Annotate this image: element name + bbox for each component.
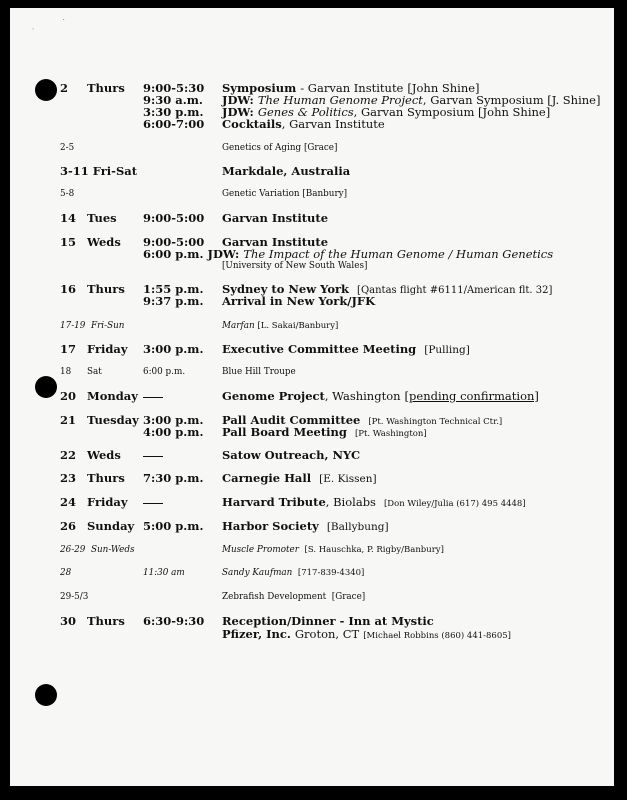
date-range: 17-19 Fri-Sun xyxy=(60,321,125,331)
weekday: Thurs xyxy=(87,81,125,95)
event: Garvan Institute xyxy=(222,235,329,249)
time: 5:00 p.m. xyxy=(143,519,204,533)
time: 3:00 p.m. xyxy=(143,342,204,356)
day-number: 15 xyxy=(60,235,77,249)
day-number: 26 xyxy=(60,519,77,533)
time: 3:30 p.m. xyxy=(143,105,204,119)
event: Genetics of Aging [Grace] xyxy=(222,143,338,153)
weekday: Weds xyxy=(87,448,121,462)
time-blank xyxy=(143,448,163,462)
punch-hole xyxy=(35,684,57,706)
event: Sandy Kaufman [717-839-4340] xyxy=(222,568,365,578)
punch-hole xyxy=(35,376,57,398)
event: Muscle Promoter [S. Hauschka, P. Rigby/Banbury] xyxy=(222,545,444,555)
date-range: 5-8 xyxy=(60,189,75,199)
day-number: 20 xyxy=(60,389,77,403)
day-number: 16 xyxy=(60,282,77,296)
time-blank xyxy=(143,389,163,403)
weekday: Sunday xyxy=(87,519,135,533)
day-number: 24 xyxy=(60,495,77,509)
event: Cocktails, Garvan Institute xyxy=(222,117,385,131)
time: 9:00-5:00 xyxy=(143,211,205,225)
time: 11:30 am xyxy=(143,568,185,578)
event: Arrival in New York/JFK xyxy=(222,294,376,308)
day-number: 18 xyxy=(60,367,72,377)
weekday: Tuesday xyxy=(87,413,139,427)
day-number: 22 xyxy=(60,448,77,462)
weekday: Friday xyxy=(87,495,128,509)
event: Symposium - Garvan Institute [John Shine] xyxy=(222,81,480,95)
event: Sydney to New York [Qantas flight #6111/American flt. 32] xyxy=(222,282,553,296)
event: Blue Hill Troupe xyxy=(222,367,296,377)
time: 9:30 a.m. xyxy=(143,93,203,107)
weekday: Weds xyxy=(87,235,121,249)
time: 6:00 p.m. xyxy=(143,367,186,377)
event: Zebrafish Development [Grace] xyxy=(222,592,366,602)
weekday: Sat xyxy=(87,367,102,377)
time: 1:55 p.m. xyxy=(143,282,204,296)
page xyxy=(10,8,614,786)
time: 6:00-7:00 xyxy=(143,117,205,131)
event: Satow Outreach, NYC xyxy=(222,448,361,462)
event: Harvard Tribute, Biolabs [Don Wiley/Julia (617) 495 4448] xyxy=(222,495,526,509)
event: Pfizer, Inc. Groton, CT [Michael Robbins (860) 441-8605] xyxy=(222,627,511,641)
event-note: [University of New South Wales] xyxy=(222,261,368,271)
weekday: Thurs xyxy=(87,282,125,296)
event: JDW: Genes & Politics, Garvan Symposium [John Shine] xyxy=(222,105,551,119)
date-range: 3-11 Fri-Sat xyxy=(60,164,138,178)
day-number: 21 xyxy=(60,413,77,427)
event: Genome Project, Washington [pending confirmation] xyxy=(222,389,539,403)
event: Executive Committee Meeting [Pulling] xyxy=(222,342,470,356)
corner-mark: ˙ xyxy=(62,19,66,27)
day-number: 23 xyxy=(60,471,77,485)
event: Pall Board Meeting [Pt. Washington] xyxy=(222,425,427,439)
time: 9:00-5:00 xyxy=(143,235,205,249)
date-range: 26-29 Sun-Weds xyxy=(60,545,135,555)
event: Harbor Society [Ballybung] xyxy=(222,519,389,533)
event: Garvan Institute xyxy=(222,211,329,225)
date-range: 29-5/3 xyxy=(60,592,89,602)
time-blank xyxy=(143,495,163,509)
day-number: 17 xyxy=(60,342,77,356)
time: 4:00 p.m. xyxy=(143,425,204,439)
event: JDW: The Human Genome Project, Garvan Symposium [J. Shine] xyxy=(222,93,601,107)
time: 6:30-9:30 xyxy=(143,614,205,628)
event: Carnegie Hall [E. Kissen] xyxy=(222,471,377,485)
corner-mark: ˎ xyxy=(32,22,35,30)
event: Reception/Dinner - Inn at Mystic xyxy=(222,614,434,628)
day-number: 2 xyxy=(60,81,69,95)
time: 6:00 p.m. JDW: The Impact of the Human Genome / Human Genetics xyxy=(143,247,554,261)
day-number: 14 xyxy=(60,211,77,225)
weekday: Thurs xyxy=(87,471,125,485)
weekday: Monday xyxy=(87,389,138,403)
event: Markdale, Australia xyxy=(222,164,351,178)
time: 9:37 p.m. xyxy=(143,294,204,308)
time: 3:00 p.m. xyxy=(143,413,204,427)
weekday: Tues xyxy=(87,211,117,225)
date-range: 2-5 xyxy=(60,143,75,153)
weekday: Friday xyxy=(87,342,128,356)
date-range: 28 xyxy=(60,568,72,578)
day-number: 30 xyxy=(60,614,77,628)
event: Marfan [L. Sakai/Banbury] xyxy=(222,321,339,331)
time: 7:30 p.m. xyxy=(143,471,204,485)
punch-hole xyxy=(35,79,57,101)
event: Genetic Variation [Banbury] xyxy=(222,189,348,199)
weekday: Thurs xyxy=(87,614,125,628)
time: 9:00-5:30 xyxy=(143,81,205,95)
event: Pall Audit Committee [Pt. Washington Technical Ctr.] xyxy=(222,413,503,427)
